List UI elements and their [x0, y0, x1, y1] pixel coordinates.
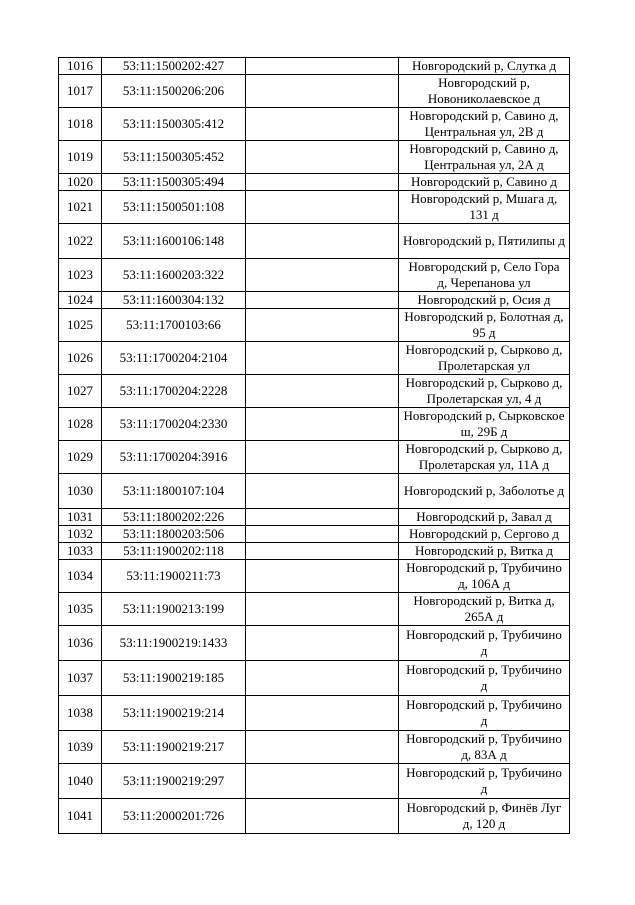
cadastral-number: 53:11:1500305:452	[102, 141, 246, 174]
table-row	[59, 696, 570, 731]
row-number: 1024	[59, 292, 102, 309]
table-row	[59, 799, 570, 834]
row-number: 1031	[59, 509, 102, 526]
cadastral-number: 53:11:1500305:494	[102, 174, 246, 191]
table-row	[59, 509, 570, 526]
empty-cell	[246, 191, 399, 224]
table-row	[59, 309, 570, 342]
address-cell: Новгородский р, Савино д, Центральная ул, 2А д	[399, 141, 570, 174]
row-number: 1033	[59, 543, 102, 560]
cadastral-number: 53:11:1700204:2330	[102, 408, 246, 441]
address-cell: Новгородский р, Финёв Луг д, 120 д	[399, 799, 570, 834]
table-row	[59, 764, 570, 799]
address-cell: Новгородский р, Трубичино д	[399, 764, 570, 799]
row-number: 1020	[59, 174, 102, 191]
row-number: 1023	[59, 259, 102, 292]
table-row	[59, 141, 570, 174]
address-cell: Новгородский р, Болотная д, 95 д	[399, 309, 570, 342]
address-cell: Новгородский р, Трубичино д, 106А д	[399, 560, 570, 593]
cadastral-number: 53:11:1900211:73	[102, 560, 246, 593]
table-row	[59, 560, 570, 593]
address-cell: Новгородский р, Савино д	[399, 174, 570, 191]
empty-cell	[246, 593, 399, 626]
row-number: 1022	[59, 224, 102, 259]
address-cell: Новгородский р, Трубичино д	[399, 626, 570, 661]
address-cell: Новгородский р, Осия д	[399, 292, 570, 309]
empty-cell	[246, 799, 399, 834]
table-row	[59, 259, 570, 292]
address-cell: Новгородский р, Слутка д	[399, 58, 570, 75]
table-row	[59, 543, 570, 560]
row-number: 1029	[59, 441, 102, 474]
cadastral-number: 53:11:1800107:104	[102, 474, 246, 509]
cadastral-number: 53:11:1500206:206	[102, 75, 246, 108]
empty-cell	[246, 58, 399, 75]
empty-cell	[246, 560, 399, 593]
address-cell: Новгородский р, Витка д	[399, 543, 570, 560]
address-cell: Новгородский р, Витка д, 265А д	[399, 593, 570, 626]
empty-cell	[246, 509, 399, 526]
empty-cell	[246, 408, 399, 441]
empty-cell	[246, 224, 399, 259]
cadastral-number: 53:11:1900213:199	[102, 593, 246, 626]
cadastral-number: 53:11:1800203:506	[102, 526, 246, 543]
address-cell: Новгородский р, Новониколаевское д	[399, 75, 570, 108]
table-row	[59, 342, 570, 375]
address-cell: Новгородский р, Сырково д, Пролетарская ул, 11А д	[399, 441, 570, 474]
row-number: 1017	[59, 75, 102, 108]
address-cell: Новгородский р, Трубичино д	[399, 661, 570, 696]
cadastral-number: 53:11:1500202:427	[102, 58, 246, 75]
cadastral-number: 53:11:1900219:185	[102, 661, 246, 696]
address-cell: Новгородский р, Пятилипы д	[399, 224, 570, 259]
table-row	[59, 58, 570, 75]
cadastral-number: 53:11:1900219:217	[102, 731, 246, 764]
empty-cell	[246, 174, 399, 191]
address-cell: Новгородский р, Сырковское ш, 29Б д	[399, 408, 570, 441]
table-row	[59, 224, 570, 259]
table-row	[59, 408, 570, 441]
table-row	[59, 526, 570, 543]
cadastral-number: 53:11:1900219:297	[102, 764, 246, 799]
row-number: 1034	[59, 560, 102, 593]
table-row	[59, 292, 570, 309]
address-cell: Новгородский р, Сырково д, Пролетарская ул	[399, 342, 570, 375]
table-row	[59, 731, 570, 764]
address-cell: Новгородский р, Сырково д, Пролетарская ул, 4 д	[399, 375, 570, 408]
table-row	[59, 626, 570, 661]
table-row	[59, 661, 570, 696]
cadastral-number: 53:11:1900202:118	[102, 543, 246, 560]
address-cell: Новгородский р, Мшага д, 131 д	[399, 191, 570, 224]
cadastral-number: 53:11:1700204:2228	[102, 375, 246, 408]
empty-cell	[246, 108, 399, 141]
row-number: 1026	[59, 342, 102, 375]
cadastral-number: 53:11:1500305:412	[102, 108, 246, 141]
address-cell: Новгородский р, Завал д	[399, 509, 570, 526]
cadastral-number: 53:11:1600106:148	[102, 224, 246, 259]
cadastral-number: 53:11:1900219:214	[102, 696, 246, 731]
table-body	[59, 58, 570, 834]
row-number: 1028	[59, 408, 102, 441]
empty-cell	[246, 75, 399, 108]
address-cell: Новгородский р, Савино д, Центральная ул, 2В д	[399, 108, 570, 141]
table-row	[59, 593, 570, 626]
row-number: 1016	[59, 58, 102, 75]
cadastral-number: 53:11:1700204:3916	[102, 441, 246, 474]
table-row	[59, 191, 570, 224]
row-number: 1030	[59, 474, 102, 509]
table-row	[59, 441, 570, 474]
row-number: 1041	[59, 799, 102, 834]
empty-cell	[246, 259, 399, 292]
cadastral-table	[58, 57, 570, 834]
row-number: 1021	[59, 191, 102, 224]
row-number: 1019	[59, 141, 102, 174]
empty-cell	[246, 526, 399, 543]
empty-cell	[246, 696, 399, 731]
empty-cell	[246, 626, 399, 661]
row-number: 1035	[59, 593, 102, 626]
address-cell: Новгородский р, Село Гора д, Черепанова ул	[399, 259, 570, 292]
empty-cell	[246, 441, 399, 474]
empty-cell	[246, 342, 399, 375]
empty-cell	[246, 141, 399, 174]
row-number: 1036	[59, 626, 102, 661]
cadastral-number: 53:11:1700103:66	[102, 309, 246, 342]
row-number: 1040	[59, 764, 102, 799]
empty-cell	[246, 474, 399, 509]
empty-cell	[246, 661, 399, 696]
cadastral-number: 53:11:1900219:1433	[102, 626, 246, 661]
cadastral-number: 53:11:1600203:322	[102, 259, 246, 292]
row-number: 1027	[59, 375, 102, 408]
empty-cell	[246, 543, 399, 560]
row-number: 1038	[59, 696, 102, 731]
empty-cell	[246, 764, 399, 799]
table-row	[59, 174, 570, 191]
empty-cell	[246, 375, 399, 408]
row-number: 1039	[59, 731, 102, 764]
table-row	[59, 75, 570, 108]
address-cell: Новгородский р, Заболотье д	[399, 474, 570, 509]
table-row	[59, 108, 570, 141]
empty-cell	[246, 292, 399, 309]
cadastral-number: 53:11:1800202:226	[102, 509, 246, 526]
row-number: 1025	[59, 309, 102, 342]
row-number: 1018	[59, 108, 102, 141]
cadastral-number: 53:11:1600304:132	[102, 292, 246, 309]
cadastral-number: 53:11:1500501:108	[102, 191, 246, 224]
empty-cell	[246, 309, 399, 342]
address-cell: Новгородский р, Трубичино д, 83А д	[399, 731, 570, 764]
row-number: 1037	[59, 661, 102, 696]
cadastral-number: 53:11:2000201:726	[102, 799, 246, 834]
empty-cell	[246, 731, 399, 764]
row-number: 1032	[59, 526, 102, 543]
table-row	[59, 474, 570, 509]
address-cell: Новгородский р, Сергово д	[399, 526, 570, 543]
table-row	[59, 375, 570, 408]
address-cell: Новгородский р, Трубичино д	[399, 696, 570, 731]
cadastral-number: 53:11:1700204:2104	[102, 342, 246, 375]
